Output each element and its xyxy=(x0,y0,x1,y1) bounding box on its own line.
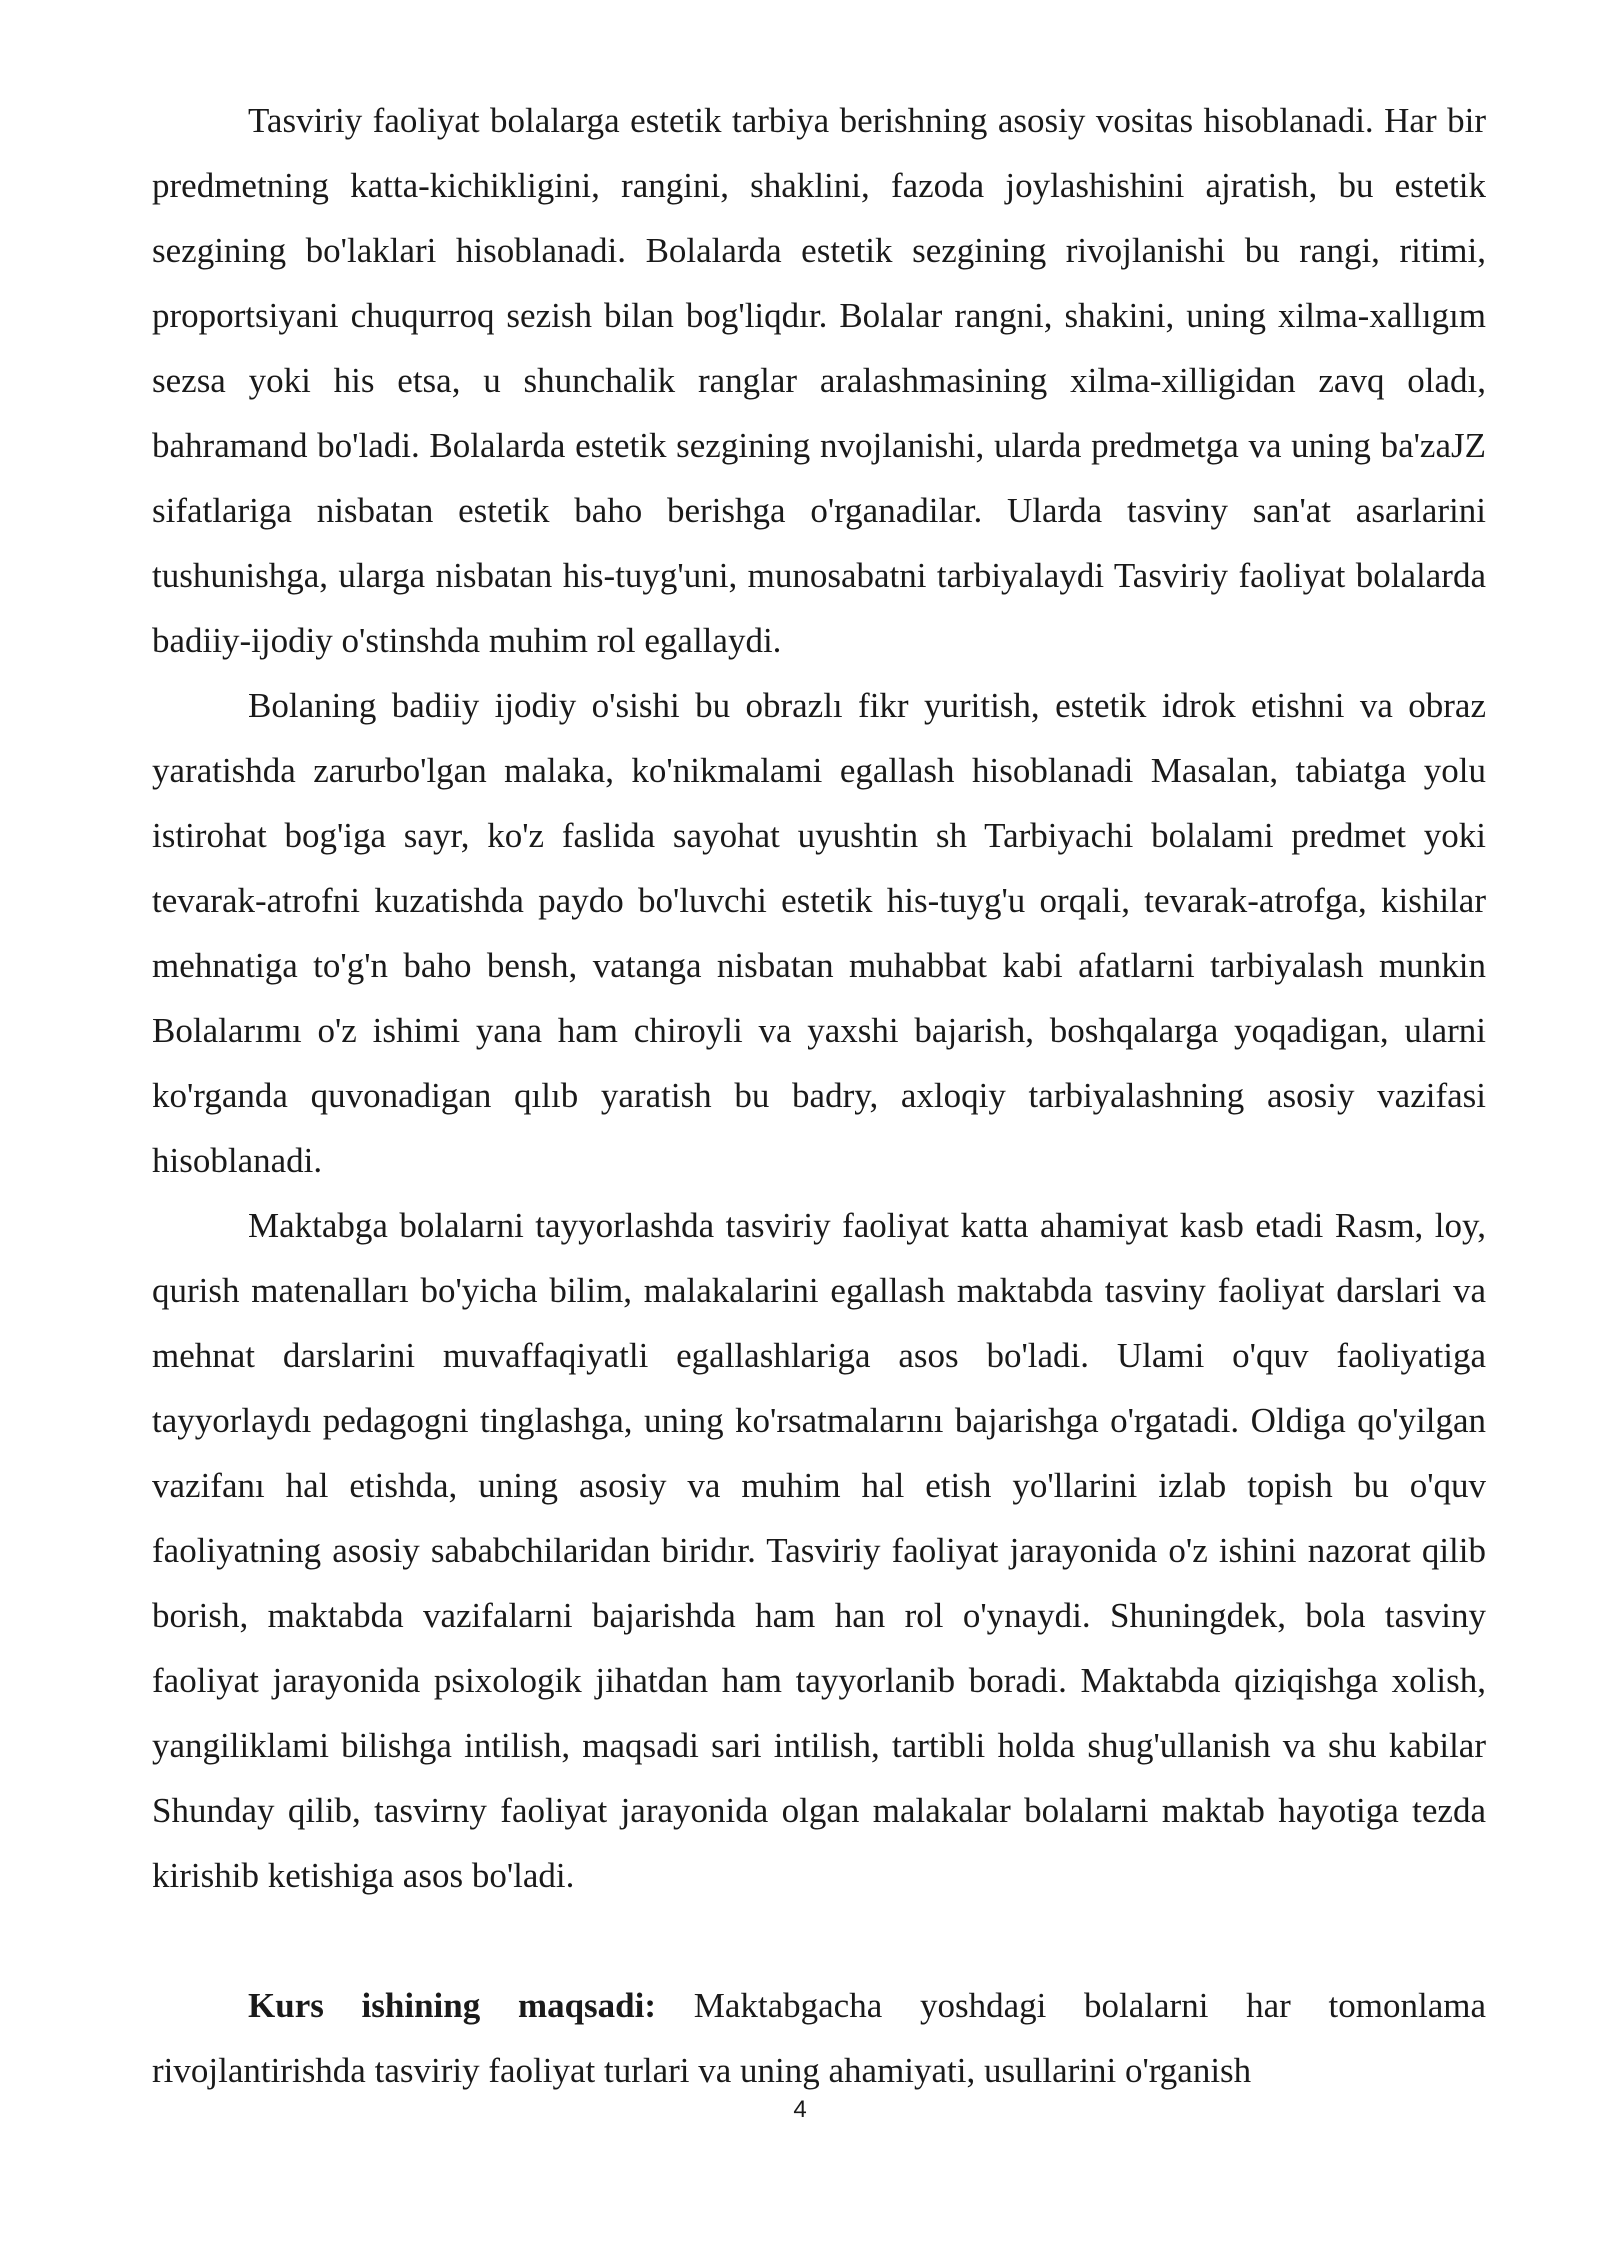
paragraph-2: Bolaning badiiy ijodiy o'sishi bu obrazlı fikr yuritish, estetik idrok etishni va obraz yaratishda zarurbo'lgan malaka, ko'nikmalami egallash hisoblanadi Masalan, tabiatga yolu istirohat bog'iga sayr, ko'z faslida sayohat uyushtin sh Tarbiyachi bolalami predmet yoki tevarak-atrofni kuzatishda paydo bo'luvchi estetik his-tuyg'u orqali, tevarak-atrofga, kishilar mehnatiga to'g'n baho bensh, vatanga nisbatan muhabbat kabi afatlarni tarbiyalash munkin Bolalarımı o'z ishimi yana ham chiroyli va yaxshi bajarish, boshqalarga yoqadigan, ularni ko'rganda quvonadigan qılıb yaratish bu badry, axloqiy tarbiyalashning asosiy vazifasi hisoblanadi. xyxy=(152,686,1486,1180)
course-goal-label: Kurs ishining maqsadi: xyxy=(248,1986,657,2025)
paragraph-1: Tasviriy faoliyat bolalarga estetik tarbiya berishning asosiy vositas hisoblanadi. Har bir predmetning katta-kichikligini, rangini, shaklini, fazoda joylashishini ajratish, bu estetik sezgining bo'laklari hisoblanadi. Bolalarda estetik sezgining rivojlanishi bu rangi, ritimi, proportsiyani chuqurroq sezish bilan bog'liqdır. Bolalar rangni, shakini, uning xilma-xallıgım sezsa yoki his etsa, u shunchalik ranglar aralashmasining xilma-xilligidan zavq oladı, bahramand bo'ladi. Bolalarda estetik sezgining nvojlanishi, ularda predmetga va uning ba'zaJZ sifatlariga nisbatan estetik baho berishga o'rganadilar. Ularda tasviny san'at asarlarini tushunishga, ularga nisbatan his-tuyg'uni, munosabatni tarbiyalaydi Tasviriy faoliyat bolalarda badiiy-ijodiy o'stinshda muhim rol egallaydi. xyxy=(152,101,1486,660)
paragraph-3: Maktabga bolalarni tayyorlashda tasviriy faoliyat katta ahamiyat kasb etadi Rasm, loy, qurish matenalları bo'yicha bilim, malakalarini egallash maktabda tasviny faoliyat darslari va mehnat darslarini muvaffaqiyatli egallashlariga asos bo'ladi. Ulami o'quv faoliyatiga tayyorlaydı pedagogni tinglashga, uning ko'rsatmalarını bajarishga o'rgatadi. Oldiga qo'yilgan vazifanı hal etishda, uning asosiy va muhim hal etish yo'llarini izlab topish bu o'quv faoliyatning asosiy sababchilaridan biridır. Tasviriy faoliyat jarayonida o'z ishini nazorat qilib borish, maktabda vazifalarni bajarishda ham han rol o'ynaydi. Shuningdek, bola tasviny faoliyat jarayonida psixologik jihatdan ham tayyorlanib boradi. Maktabda qiziqishga xolish, yangiliklami bilishga intilish, maqsadi sari intilish, tartibli holda shug'ullanish va shu kabilar Shunday qilib, tasvirny faoliyat jarayonida olgan malakalar bolalarni maktab hayotiga tezda kirishib ketishiga asos bo'ladi. xyxy=(152,1206,1486,1895)
page-number: 4 xyxy=(793,2096,807,2123)
course-goal-paragraph xyxy=(152,1973,1486,2103)
course-goal-text: Maktabgacha yoshdagi bolalarni har tomonlama rivojlantirishda tasviriy faoliyat turlari va uning ahamiyati, usullarini o'rganish xyxy=(152,1986,1486,2090)
body-text xyxy=(152,88,1486,2103)
